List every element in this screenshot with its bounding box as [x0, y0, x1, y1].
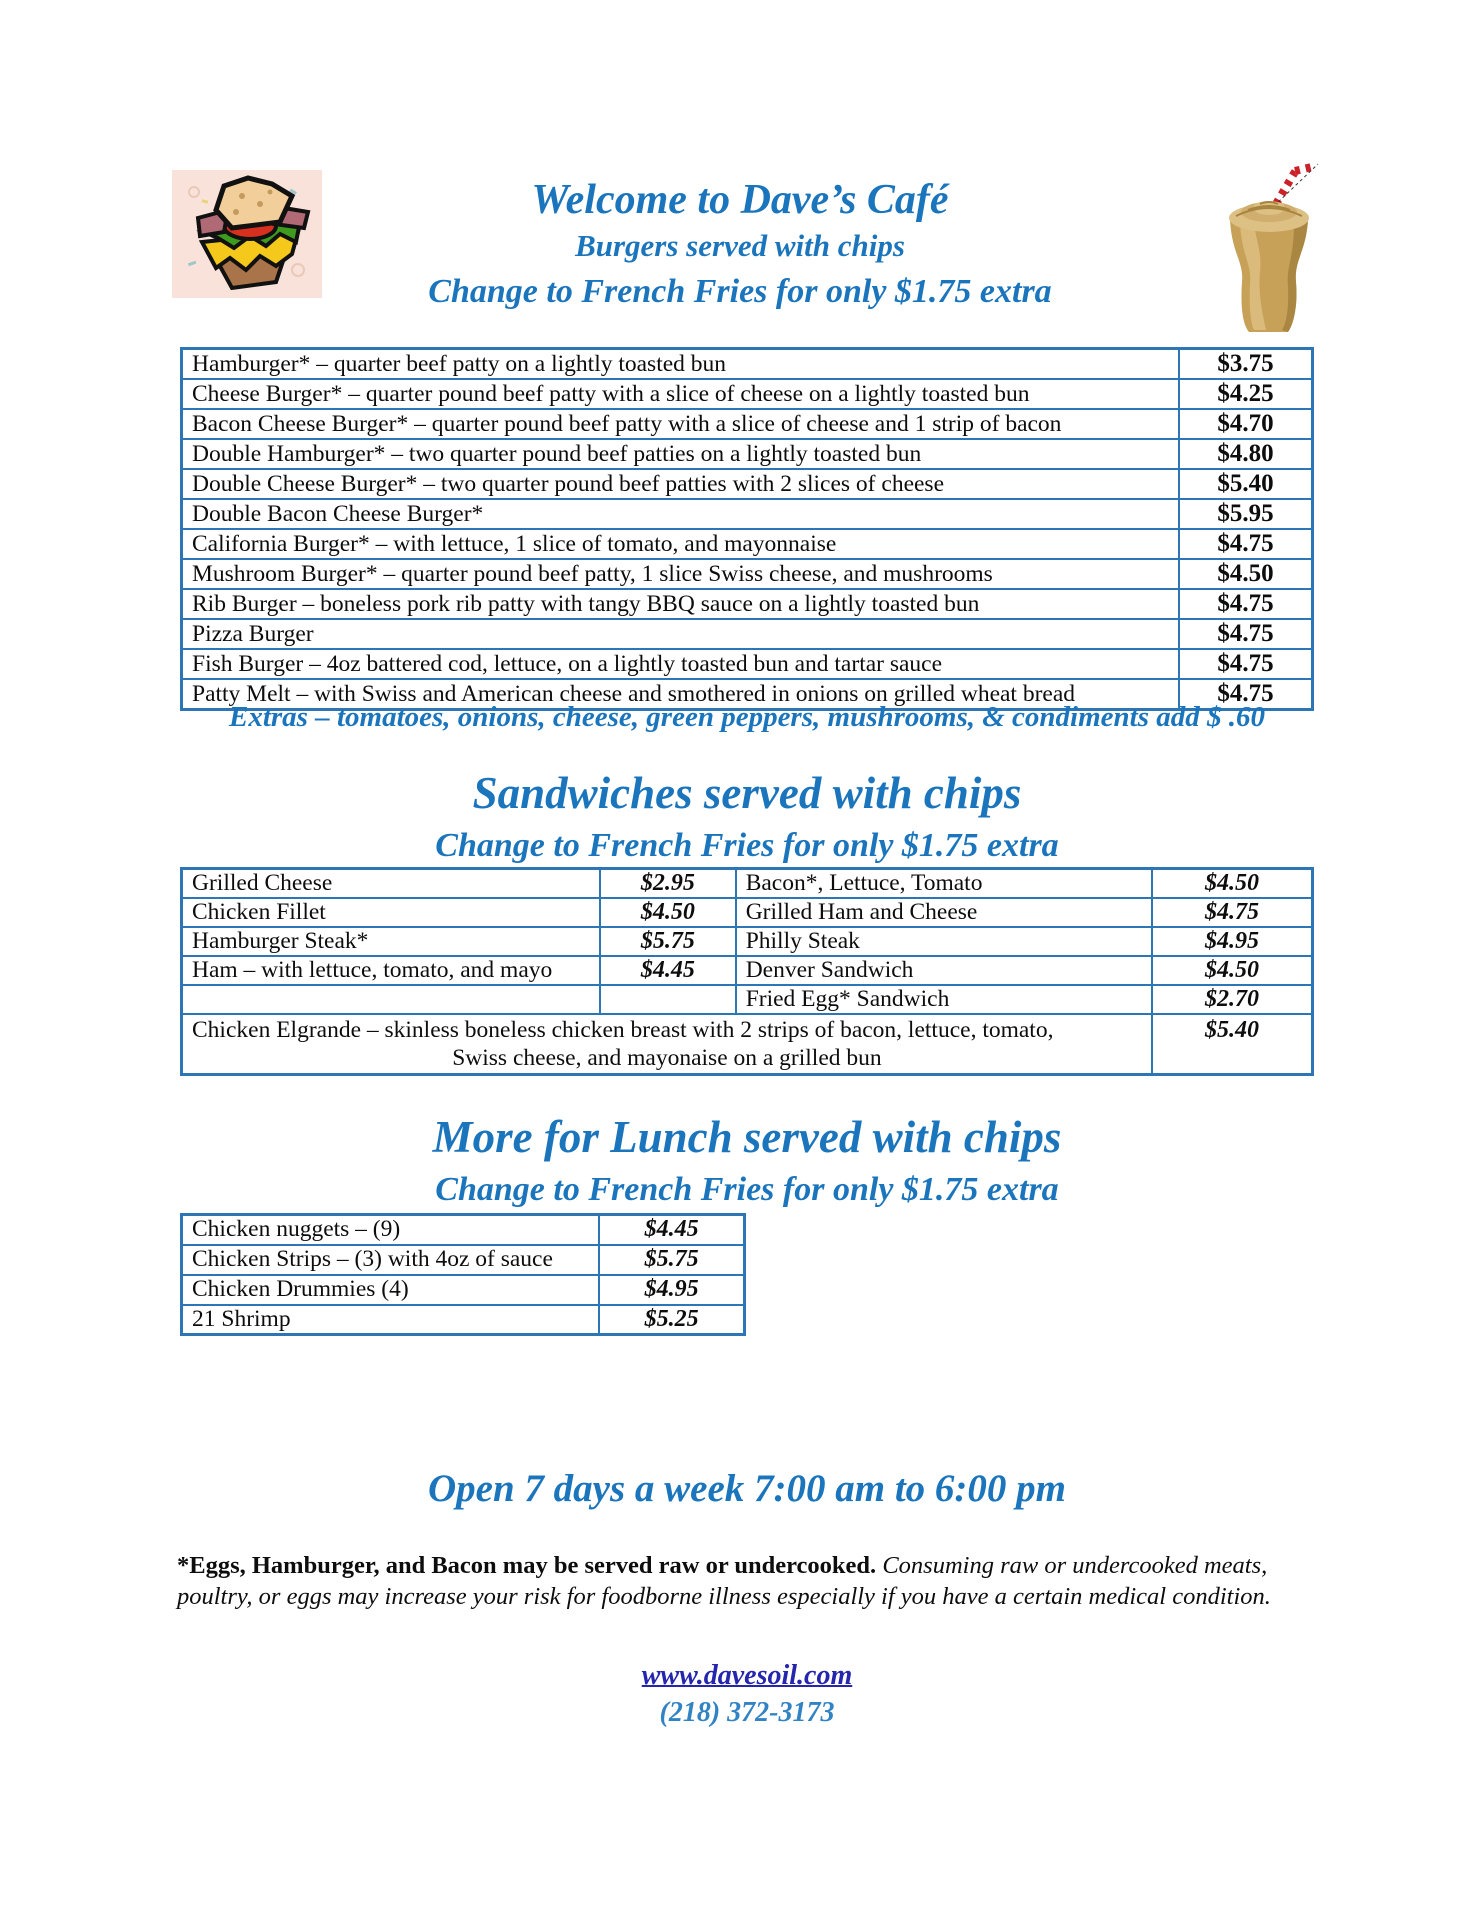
- item-price: $4.25: [1179, 379, 1312, 409]
- item-price: $5.25: [599, 1305, 744, 1335]
- item-price: $2.70: [1152, 985, 1313, 1014]
- header-fries-note: Change to French Fries for only $1.75 extra: [428, 273, 1052, 310]
- table-row: [182, 349, 1313, 380]
- item-price: $5.75: [600, 927, 736, 956]
- item-desc: Philly Steak: [736, 927, 1152, 956]
- item-desc: Chicken Drummies (4): [182, 1275, 600, 1305]
- lunch-heading: More for Lunch served with chips: [432, 1112, 1062, 1162]
- item-price: $4.95: [1152, 927, 1313, 956]
- table-row: [182, 1305, 745, 1335]
- opening-hours: Open 7 days a week 7:00 am to 6:00 pm: [427, 1467, 1066, 1510]
- header-subtitle: Burgers served with chips: [575, 228, 905, 263]
- item-desc: Grilled Cheese: [182, 869, 600, 899]
- special-desc-line2: Swiss cheese, and mayonaise on a grilled bun: [452, 1045, 882, 1071]
- table-row: [182, 898, 1313, 927]
- table-row: [182, 869, 1313, 899]
- item-desc: [182, 1014, 1152, 1075]
- item-desc: Hamburger* – quarter beef patty on a lightly toasted bun: [182, 349, 1180, 380]
- health-disclaimer: [177, 1550, 1287, 1612]
- table-row: [182, 956, 1313, 985]
- table-row: [182, 1215, 745, 1245]
- sandwich-menu-table: [180, 867, 1314, 1076]
- item-price: $4.70: [1179, 409, 1312, 439]
- item-price: $4.75: [1152, 898, 1313, 927]
- table-row: [182, 529, 1313, 559]
- lunch-menu-table: [180, 1213, 746, 1336]
- item-desc: Pizza Burger: [182, 619, 1180, 649]
- item-price: $4.50: [1152, 869, 1313, 899]
- disclaimer-italic-text: Consuming raw or undercooked meats, poultry, or eggs may increase your risk for foodborne illness especially if you have a certain medical condition.: [177, 1552, 1271, 1610]
- item-desc: Rib Burger – boneless pork rib patty with tangy BBQ sauce on a lightly toasted bun: [182, 589, 1180, 619]
- item-price: $4.75: [1179, 649, 1312, 679]
- item-desc: [182, 985, 600, 1014]
- item-desc: Denver Sandwich: [736, 956, 1152, 985]
- lunch-fries-note: Change to French Fries for only $1.75 extra: [435, 1171, 1059, 1208]
- table-row: [182, 619, 1313, 649]
- item-price: $4.95: [599, 1275, 744, 1305]
- header: [300, 176, 1180, 316]
- item-price: $4.75: [1179, 589, 1312, 619]
- table-row: [182, 985, 1313, 1014]
- extras-note: Extras – tomatoes, onions, cheese, green peppers, mushrooms, & condiments add $ .60: [228, 701, 1265, 733]
- item-desc: Cheese Burger* – quarter pound beef patty with a slice of cheese on a lightly toasted bun: [182, 379, 1180, 409]
- item-desc: Chicken Strips – (3) with 4oz of sauce: [182, 1245, 600, 1275]
- item-price: $3.75: [1179, 349, 1312, 380]
- table-row: [182, 379, 1313, 409]
- table-row: [182, 469, 1313, 499]
- item-desc: Chicken Fillet: [182, 898, 600, 927]
- item-price: $2.95: [600, 869, 736, 899]
- item-price: $5.75: [599, 1245, 744, 1275]
- item-price: $5.40: [1179, 469, 1312, 499]
- disclaimer-bold-text: *Eggs, Hamburger, and Bacon may be served raw or undercooked.: [177, 1552, 877, 1579]
- table-row: [182, 649, 1313, 679]
- item-price: $4.75: [1179, 619, 1312, 649]
- special-desc-line1: Chicken Elgrande – skinless boneless chicken breast with 2 strips of bacon, lettuce, tomato,: [192, 1017, 1054, 1043]
- item-price: $5.95: [1179, 499, 1312, 529]
- item-desc: Double Cheese Burger* – two quarter pound beef patties with 2 slices of cheese: [182, 469, 1180, 499]
- sandwiches-fries-note: Change to French Fries for only $1.75 extra: [435, 827, 1059, 864]
- table-row: [182, 559, 1313, 589]
- phone-number: (218) 372-3173: [659, 1697, 835, 1728]
- item-price: $4.45: [600, 956, 736, 985]
- item-desc: Double Bacon Cheese Burger*: [182, 499, 1180, 529]
- table-row: [182, 1275, 745, 1305]
- item-desc: 21 Shrimp: [182, 1305, 600, 1335]
- sandwiches-heading: Sandwiches served with chips: [472, 768, 1022, 818]
- item-price: $4.50: [600, 898, 736, 927]
- burger-menu-table: [180, 347, 1314, 711]
- item-desc: Grilled Ham and Cheese: [736, 898, 1152, 927]
- item-desc: Mushroom Burger* – quarter pound beef patty, 1 slice Swiss cheese, and mushrooms: [182, 559, 1180, 589]
- item-desc: Fried Egg* Sandwich: [736, 985, 1152, 1014]
- item-desc: Bacon Cheese Burger* – quarter pound beef patty with a slice of cheese and 1 strip of bacon: [182, 409, 1180, 439]
- page-title: Welcome to Dave’s Café: [531, 177, 949, 223]
- website-row: [180, 1660, 1314, 1692]
- milkshake-clipart-icon: [1216, 162, 1321, 340]
- item-desc: Double Hamburger* – two quarter pound beef patties on a lightly toasted bun: [182, 439, 1180, 469]
- item-price: $5.40: [1152, 1014, 1313, 1075]
- item-desc: California Burger* – with lettuce, 1 slice of tomato, and mayonnaise: [182, 529, 1180, 559]
- item-price: $4.50: [1152, 956, 1313, 985]
- table-row: [182, 409, 1313, 439]
- item-price: $4.80: [1179, 439, 1312, 469]
- item-price: [600, 985, 736, 1014]
- table-row: [182, 927, 1313, 956]
- item-price: $4.50: [1179, 559, 1312, 589]
- item-desc: Patty Melt – with Swiss and American cheese and smothered in onions on grilled wheat bread: [182, 679, 1180, 710]
- item-desc: Chicken nuggets – (9): [182, 1215, 600, 1245]
- item-desc: Ham – with lettuce, tomato, and mayo: [182, 956, 600, 985]
- item-price: $4.45: [599, 1215, 744, 1245]
- item-desc: Fish Burger – 4oz battered cod, lettuce, on a lightly toasted bun and tartar sauce: [182, 649, 1180, 679]
- table-row: [182, 439, 1313, 469]
- item-price: $4.75: [1179, 679, 1312, 710]
- item-desc: Bacon*, Lettuce, Tomato: [736, 869, 1152, 899]
- table-row-chicken-elgrande: [182, 1014, 1313, 1075]
- table-row: [182, 499, 1313, 529]
- item-price: $4.75: [1179, 529, 1312, 559]
- item-desc: Hamburger Steak*: [182, 927, 600, 956]
- table-row: [182, 589, 1313, 619]
- table-row: [182, 1245, 745, 1275]
- website-link[interactable]: www.davesoil.com: [641, 1660, 853, 1691]
